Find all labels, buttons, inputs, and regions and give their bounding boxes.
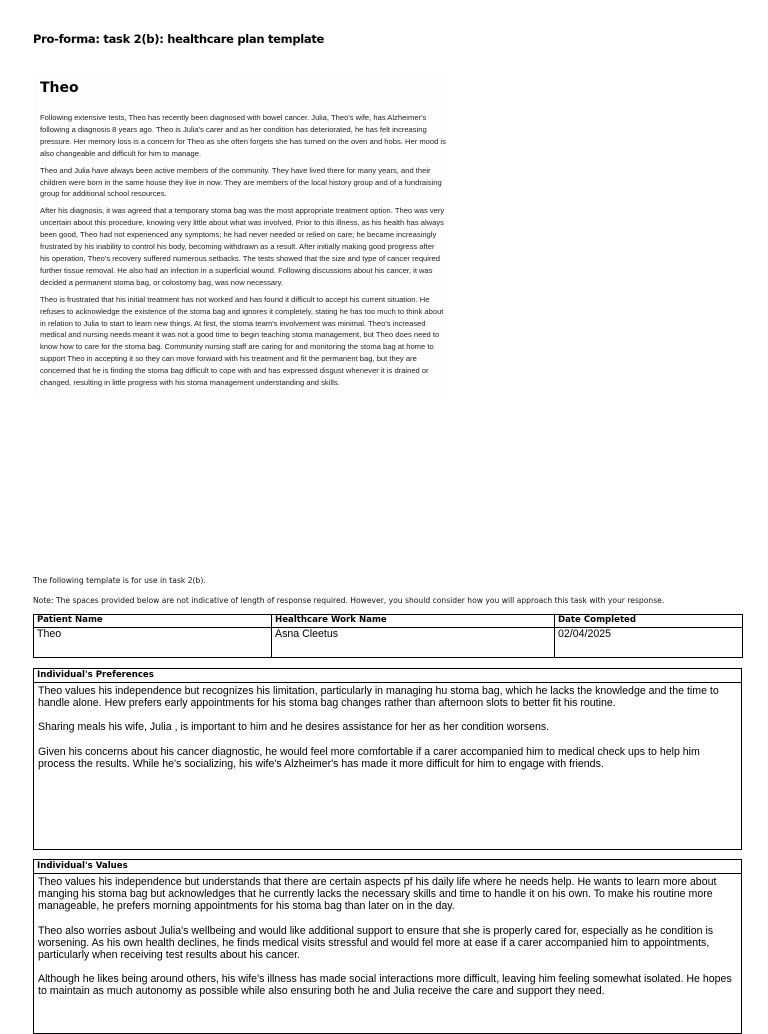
patient-name-field[interactable]: Theo bbox=[34, 628, 272, 658]
preferences-heading: Individual's Preferences bbox=[34, 669, 741, 683]
preferences-section bbox=[33, 668, 742, 850]
date-completed-field[interactable]: 02/04/2025 bbox=[555, 628, 743, 658]
spaces-note: Note: The spaces provided below are not indicative of length of response required. However, you should consider how you will approach this task with your response. bbox=[33, 596, 665, 605]
values-paragraph: Theo also worries asbout Julia's wellbeing and would like additional support to ensure that she is properly cared for, especially as he condition is worsening. As his own health declines, he finds medical visits stressful and would fel more at ease if a carer accompanied him to appointments, particularly when receiving test results about his cancer. bbox=[38, 924, 714, 962]
values-paragraph: Theo values his independence but understands that there are certain aspects pf his daily life where he needs help. He wants to learn more about manging his stoma bag but acknowledges that he currently lacks the necessary skills and time to handle it on his own. To make his routine more manageable, he prefers morning appointments for his stoma bag than later on in the day. bbox=[38, 876, 717, 913]
scenario-paragraph: Following extensive tests, Theo has recently been diagnosed with bowel cancer. Julia, Theo's wife, has Alzheimer's following a diagnosis 8 years ago. Theo is Julia's carer and as her condition has deteriorated, he has felt increasing pressure. Her memory loss is a concern for Theo as she often forgets she has turned on the oven and hobs. Her mood is also changeable and difficult for him to manage. bbox=[40, 113, 446, 158]
scenario-text bbox=[40, 112, 446, 394]
preferences-text-area[interactable] bbox=[34, 683, 741, 770]
values-paragraph: Although he likes being around others, his wife's illness has made social interactions more difficult, leaving him feeling somewhat isolated. He hopes to maintain as much autonomy as possible while also ensuring both he and Julia receive the care and support they need. bbox=[38, 973, 732, 998]
header-date-completed: Date Completed bbox=[555, 615, 743, 628]
scenario-paragraph: After his diagnosis, it was agreed that a temporary stoma bag was the most appropriate treatment option. Theo was very uncertain about this procedure, knowing very little about what was involved. Prior to this illness, as his health has always been good, Theo had not experienced any symptoms; he had never needed or relied on care; he became increasingly frustrated by his inability to control his body, becoming withdrawn as a result. After initially making good progress after his operation, Theo's recovery suffered numerous setbacks. The tests showed that the size and type of cancer required further tissue removal. He also had an infection in a superficial wound. Following discussions about his cancer, it was decided a permanent stoma bag, or colostomy bag, was now necessary. bbox=[40, 206, 445, 287]
scenario-paragraph: Theo and Julia have always been active members of the community. They have lived there for many years, and their children were born in the same house they live in now. They are members of the local history group and of a fundraising group for additional school resources. bbox=[40, 165, 442, 199]
preferences-paragraph: Given his concerns about his cancer diagnostic, he would feel more comfortable if a carer accompanied him to medical check ups to help him process the results. While he's socializing, his wife's Alzheimer's has made it more difficult for him to engage with friends. bbox=[38, 745, 700, 770]
patient-info-table bbox=[33, 614, 743, 658]
scenario-paragraph: Theo is frustrated that his initial treatment has not worked and has found it difficult to accept his current situation. He refuses to acknowledge the existence of the stoma bag and ignores it completely, stating he has too much to think about in relation to Julia to start to learn new things. At first, the stoma team's involvement was minimal. Theo's increased medical and nursing needs meant it was not a good time to begin teaching stoma management, but Theo does need to know how to care for the stoma bag. Community nursing staff are caring for and monitoring the stoma bag at home to support Theo in accepting it so they can move forward with his treatment and fit the permanent bag, but they are concerned that he is finding the stoma bag difficult to cope with and has expressed disgust whenever it is drained or changed, resulting in little progress with his stoma management understanding and skills. bbox=[40, 294, 444, 388]
scenario-name: Theo bbox=[40, 80, 79, 96]
preferences-paragraph: Sharing meals his wife, Julia , is important to him and he desires assistance for her as her condition worsens. bbox=[38, 721, 550, 734]
template-use-note: The following template is for use in task 2(b). bbox=[33, 576, 206, 585]
table-row bbox=[34, 628, 743, 658]
header-patient-name: Patient Name bbox=[34, 615, 272, 628]
preferences-paragraph: Theo values his independence but recognizes his limitation, particularly in managing hu stoma bag, which he lacks the knowledge and the time to handle alone. Hew prefers early appointments for his stoma bag changes rather than afternoon slots to better fit his routine. bbox=[38, 685, 719, 710]
values-text-area[interactable] bbox=[34, 874, 741, 998]
values-section bbox=[33, 859, 742, 1034]
healthcare-work-name-field[interactable]: Asna Cleetus bbox=[272, 628, 555, 658]
table-header-row bbox=[34, 615, 743, 628]
page-title: Pro-forma: task 2(b): healthcare plan template bbox=[33, 32, 325, 46]
header-healthcare-work-name: Healthcare Work Name bbox=[272, 615, 555, 628]
scenario-panel bbox=[34, 78, 444, 398]
values-heading: Individual's Values bbox=[34, 860, 741, 874]
